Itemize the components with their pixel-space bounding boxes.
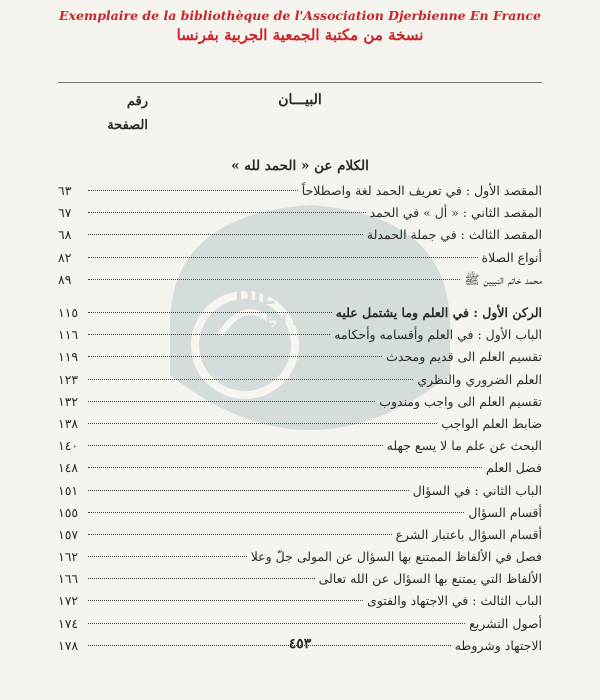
toc-entry-title: محمد خاتم النبيين ﷺ xyxy=(464,271,542,287)
toc-entry xyxy=(58,180,542,202)
toc-entry-title: العلم الضروري والنظري xyxy=(417,371,542,387)
toc-entry-page: ١٤٠ xyxy=(58,438,79,454)
toc-entry xyxy=(58,546,542,568)
toc-group-2 xyxy=(58,302,542,657)
toc-entry xyxy=(58,568,542,590)
toc-entry xyxy=(58,346,542,368)
toc-entry-page: ٦٨ xyxy=(58,227,72,243)
toc-group-1 xyxy=(58,180,542,291)
toc-entry-title: المقصد الثاني : « أل » في الحمد xyxy=(369,205,542,221)
toc-entry-page: ١٢٣ xyxy=(58,371,79,387)
toc-entry-title: البحث عن علم ما لا يسع جهله xyxy=(386,438,542,454)
toc-entry-title: المقصد الثالث : في جملة الحمدلة xyxy=(366,227,542,243)
toc-entry xyxy=(58,202,542,224)
toc-entry-title: الركن الأول : في العلم وما يشتمل عليه xyxy=(335,305,542,320)
toc-entry xyxy=(58,502,542,524)
watermark-line-1: ASSOCIATION xyxy=(226,259,394,284)
dot-leader xyxy=(88,534,392,535)
toc-entry xyxy=(58,524,542,546)
toc-entry-page: ١٦٢ xyxy=(58,549,79,565)
dot-leader xyxy=(88,356,382,357)
dot-leader xyxy=(88,445,383,446)
toc-entry-page: ١٧٢ xyxy=(58,593,79,609)
toc-entry-title: الباب الأول : في العلم وأقسامه وأحكامه xyxy=(334,327,542,343)
dot-leader xyxy=(88,312,332,313)
toc-entry-title: الاجتهاد وشروطه xyxy=(454,637,542,653)
toc-entry-title: تقسيم العلم الى قديم ومحدث xyxy=(386,349,542,365)
toc-entry-page: ١١٦ xyxy=(58,327,79,343)
toc-entry-page: ١٥١ xyxy=(58,482,79,498)
toc-entry-title: الباب الثالث : في الاجتهاد والفتوى xyxy=(367,593,542,609)
toc-entry-page: ١٧٨ xyxy=(58,637,79,653)
toc-entry-page: ٦٣ xyxy=(58,183,72,198)
page-label-line-2: الصفحة xyxy=(107,118,148,133)
toc-entry xyxy=(58,391,542,413)
toc-entry-title: ضابط العلم الواجب xyxy=(441,415,542,431)
toc-entry-title: أصول التشريع xyxy=(469,615,542,631)
toc-entry xyxy=(58,457,542,479)
dot-leader xyxy=(88,578,315,579)
toc-entry-page: ١٣٨ xyxy=(58,415,79,431)
dot-leader xyxy=(88,234,363,235)
page-label-line-1: رقم xyxy=(126,94,148,109)
dot-leader xyxy=(88,512,464,513)
library-stamp-en: Exemplaire de la bibliothèque de l'Association Djerbienne En France xyxy=(59,8,541,23)
page-column-label xyxy=(58,90,148,138)
toc-entry-title: فضل العلم xyxy=(485,460,542,476)
page-number: ٤٥٣ xyxy=(288,636,312,652)
dot-leader xyxy=(88,334,330,335)
dot-leader xyxy=(88,600,363,601)
toc-entry xyxy=(58,224,542,246)
watermark-line-2: DJERBIENNE xyxy=(234,285,386,310)
toc-entry-title: أقسام السؤال xyxy=(468,504,542,520)
toc-entry-page: ٦٧ xyxy=(58,205,72,221)
dot-leader xyxy=(88,423,437,424)
watermark-line-3: EN FRANCE xyxy=(265,313,355,329)
dot-leader xyxy=(88,212,366,213)
toc-entry-page: ١٥٧ xyxy=(58,526,79,542)
toc-entry-page: ١٧٤ xyxy=(58,615,79,631)
toc-entry-page: ١١٥ xyxy=(58,305,79,320)
dot-leader xyxy=(88,190,298,191)
dot-leader xyxy=(88,623,465,624)
toc-entry-title: الألفاظ التي يمتنع بها السؤال عن الله تعالى xyxy=(318,571,542,587)
toc-entry xyxy=(58,435,542,457)
toc-entry xyxy=(58,480,542,502)
dot-leader xyxy=(88,490,409,491)
toc-entry-title: فصل في الألفاظ الممتنع بها السؤال عن المولى جلّ وعلا xyxy=(250,549,542,565)
toc-entry-page: ١٦٦ xyxy=(58,571,79,587)
toc-entry xyxy=(58,413,542,435)
toc-entry xyxy=(58,247,542,269)
toc-entry-page: ١٤٨ xyxy=(58,460,79,476)
toc-entry-page: ١٥٥ xyxy=(58,504,79,520)
library-stamp-ar: نسخة من مكتبة الجمعية الجربية بفرنسا xyxy=(176,26,424,44)
dot-leader xyxy=(88,401,375,402)
toc-entry-title: أقسام السؤال باعتبار الشرع xyxy=(395,526,542,542)
toc-entry xyxy=(58,590,542,612)
dot-leader xyxy=(88,556,247,557)
toc-entry-title: الباب الثاني : في السؤال xyxy=(412,482,542,498)
dot-leader xyxy=(88,257,478,258)
toc-entry xyxy=(58,269,542,291)
toc-entry xyxy=(58,302,542,324)
toc-entry-title: تقسيم العلم الى واجب ومندوب xyxy=(379,393,542,409)
toc-entry-page: ٨٢ xyxy=(58,249,72,265)
header-divider xyxy=(58,82,542,83)
toc-entry-title: أنواع الصلاة xyxy=(481,249,542,265)
toc-entry xyxy=(58,324,542,346)
toc-entry-page: ٨٩ xyxy=(58,271,72,287)
dot-leader xyxy=(88,379,413,380)
contents-title: البيـــان xyxy=(278,92,322,108)
dot-leader xyxy=(88,279,460,280)
toc-entry xyxy=(58,369,542,391)
toc-entry-page: ١١٩ xyxy=(58,349,79,365)
toc-entry xyxy=(58,613,542,635)
toc-entry-title: المقصد الأول : في تعريف الحمد لغة واصطلاحاً xyxy=(301,183,542,198)
toc-entry-page: ١٣٢ xyxy=(58,393,79,409)
section-heading: الكلام عن « الحمد لله » xyxy=(231,158,369,174)
dot-leader xyxy=(88,467,482,468)
